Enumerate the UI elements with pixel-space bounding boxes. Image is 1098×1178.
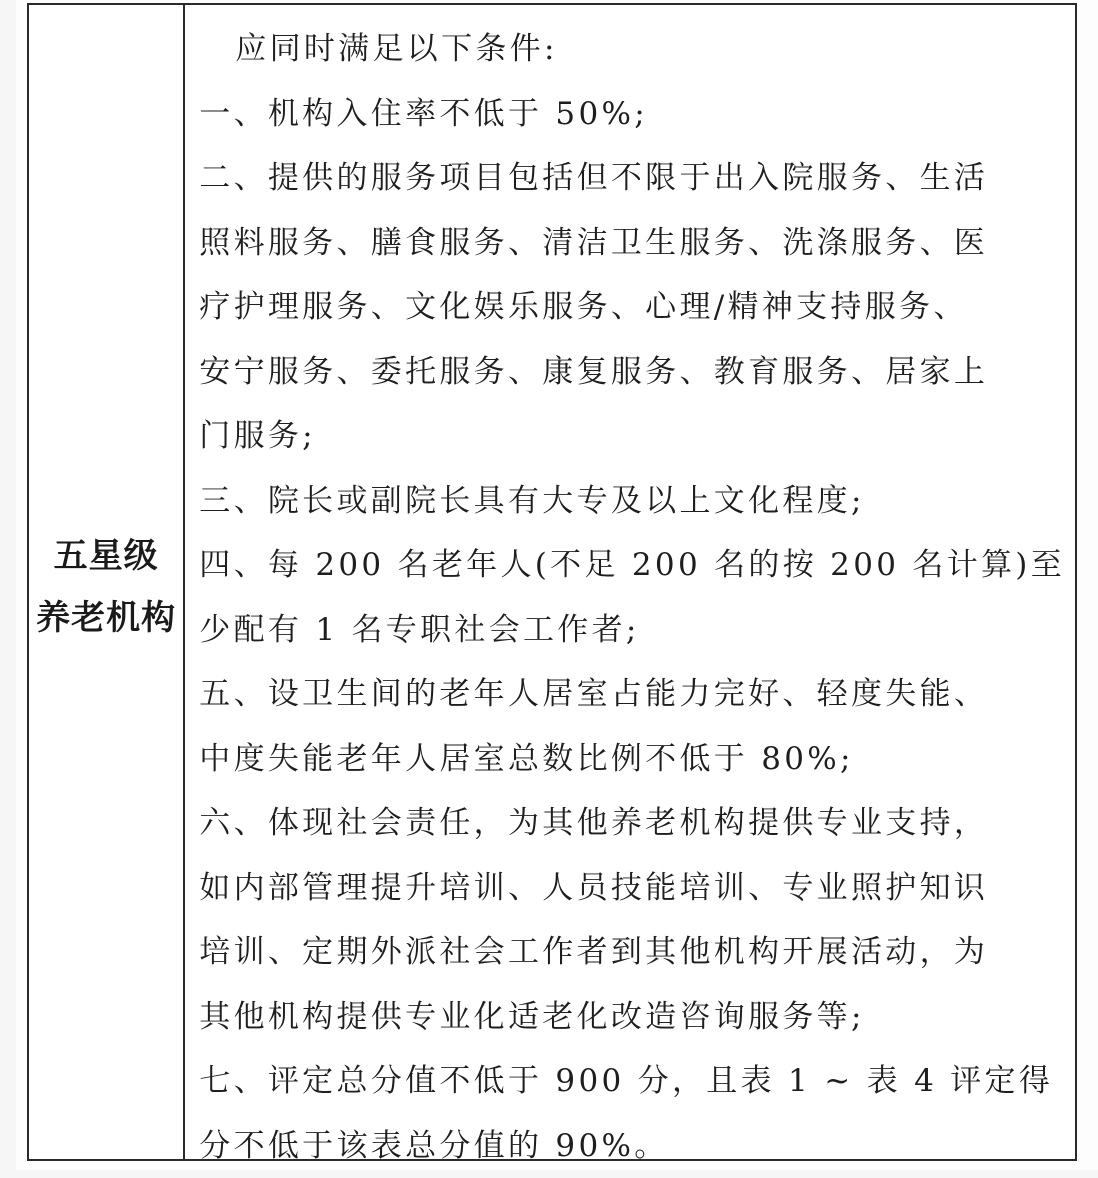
criteria-line: 少配有 1 名专职社会工作者; [199, 598, 1065, 663]
criteria-line: 如内部管理提升培训、人员技能培训、专业照护知识 [199, 856, 1065, 921]
criteria-line: 六、体现社会责任，为其他养老机构提供专业支持， [199, 791, 1065, 856]
criteria-line: 其他机构提供专业化适老化改造咨询服务等; [199, 985, 1065, 1050]
criteria-intro: 应同时满足以下条件: [199, 17, 1065, 82]
criteria-line: 分不低于该表总分值的 90%。 [199, 1114, 1065, 1178]
rating-level-cell [29, 5, 185, 1159]
criteria-line: 四、每 200 名老年人(不足 200 名的按 200 名计算)至 [199, 533, 1065, 598]
criteria-content-cell [185, 5, 1075, 1159]
criteria-line: 一、机构入住率不低于 50%; [199, 82, 1065, 147]
criteria-line: 安宁服务、委托服务、康复服务、教育服务、居家上 [199, 340, 1065, 405]
criteria-line: 中度失能老年人居室总数比例不低于 80%; [199, 727, 1065, 792]
criteria-line: 三、院长或副院长具有大专及以上文化程度; [199, 469, 1065, 534]
rating-level-label-line-2: 养老机构 [36, 587, 176, 649]
criteria-table [27, 3, 1077, 1161]
criteria-line: 五、设卫生间的老年人居室占能力完好、轻度失能、 [199, 662, 1065, 727]
criteria-line: 门服务; [199, 404, 1065, 469]
criteria-line: 培训、定期外派社会工作者到其他机构开展活动，为 [199, 920, 1065, 985]
criteria-line: 七、评定总分值不低于 900 分，且表 1 ~ 表 4 评定得 [199, 1049, 1065, 1114]
criteria-line: 照料服务、膳食服务、清洁卫生服务、洗涤服务、医 [199, 211, 1065, 276]
criteria-line: 疗护理服务、文化娱乐服务、心理/精神支持服务、 [199, 275, 1065, 340]
rating-level-label-line-1: 五星级 [54, 525, 159, 587]
criteria-line: 二、提供的服务项目包括但不限于出入院服务、生活 [199, 146, 1065, 211]
